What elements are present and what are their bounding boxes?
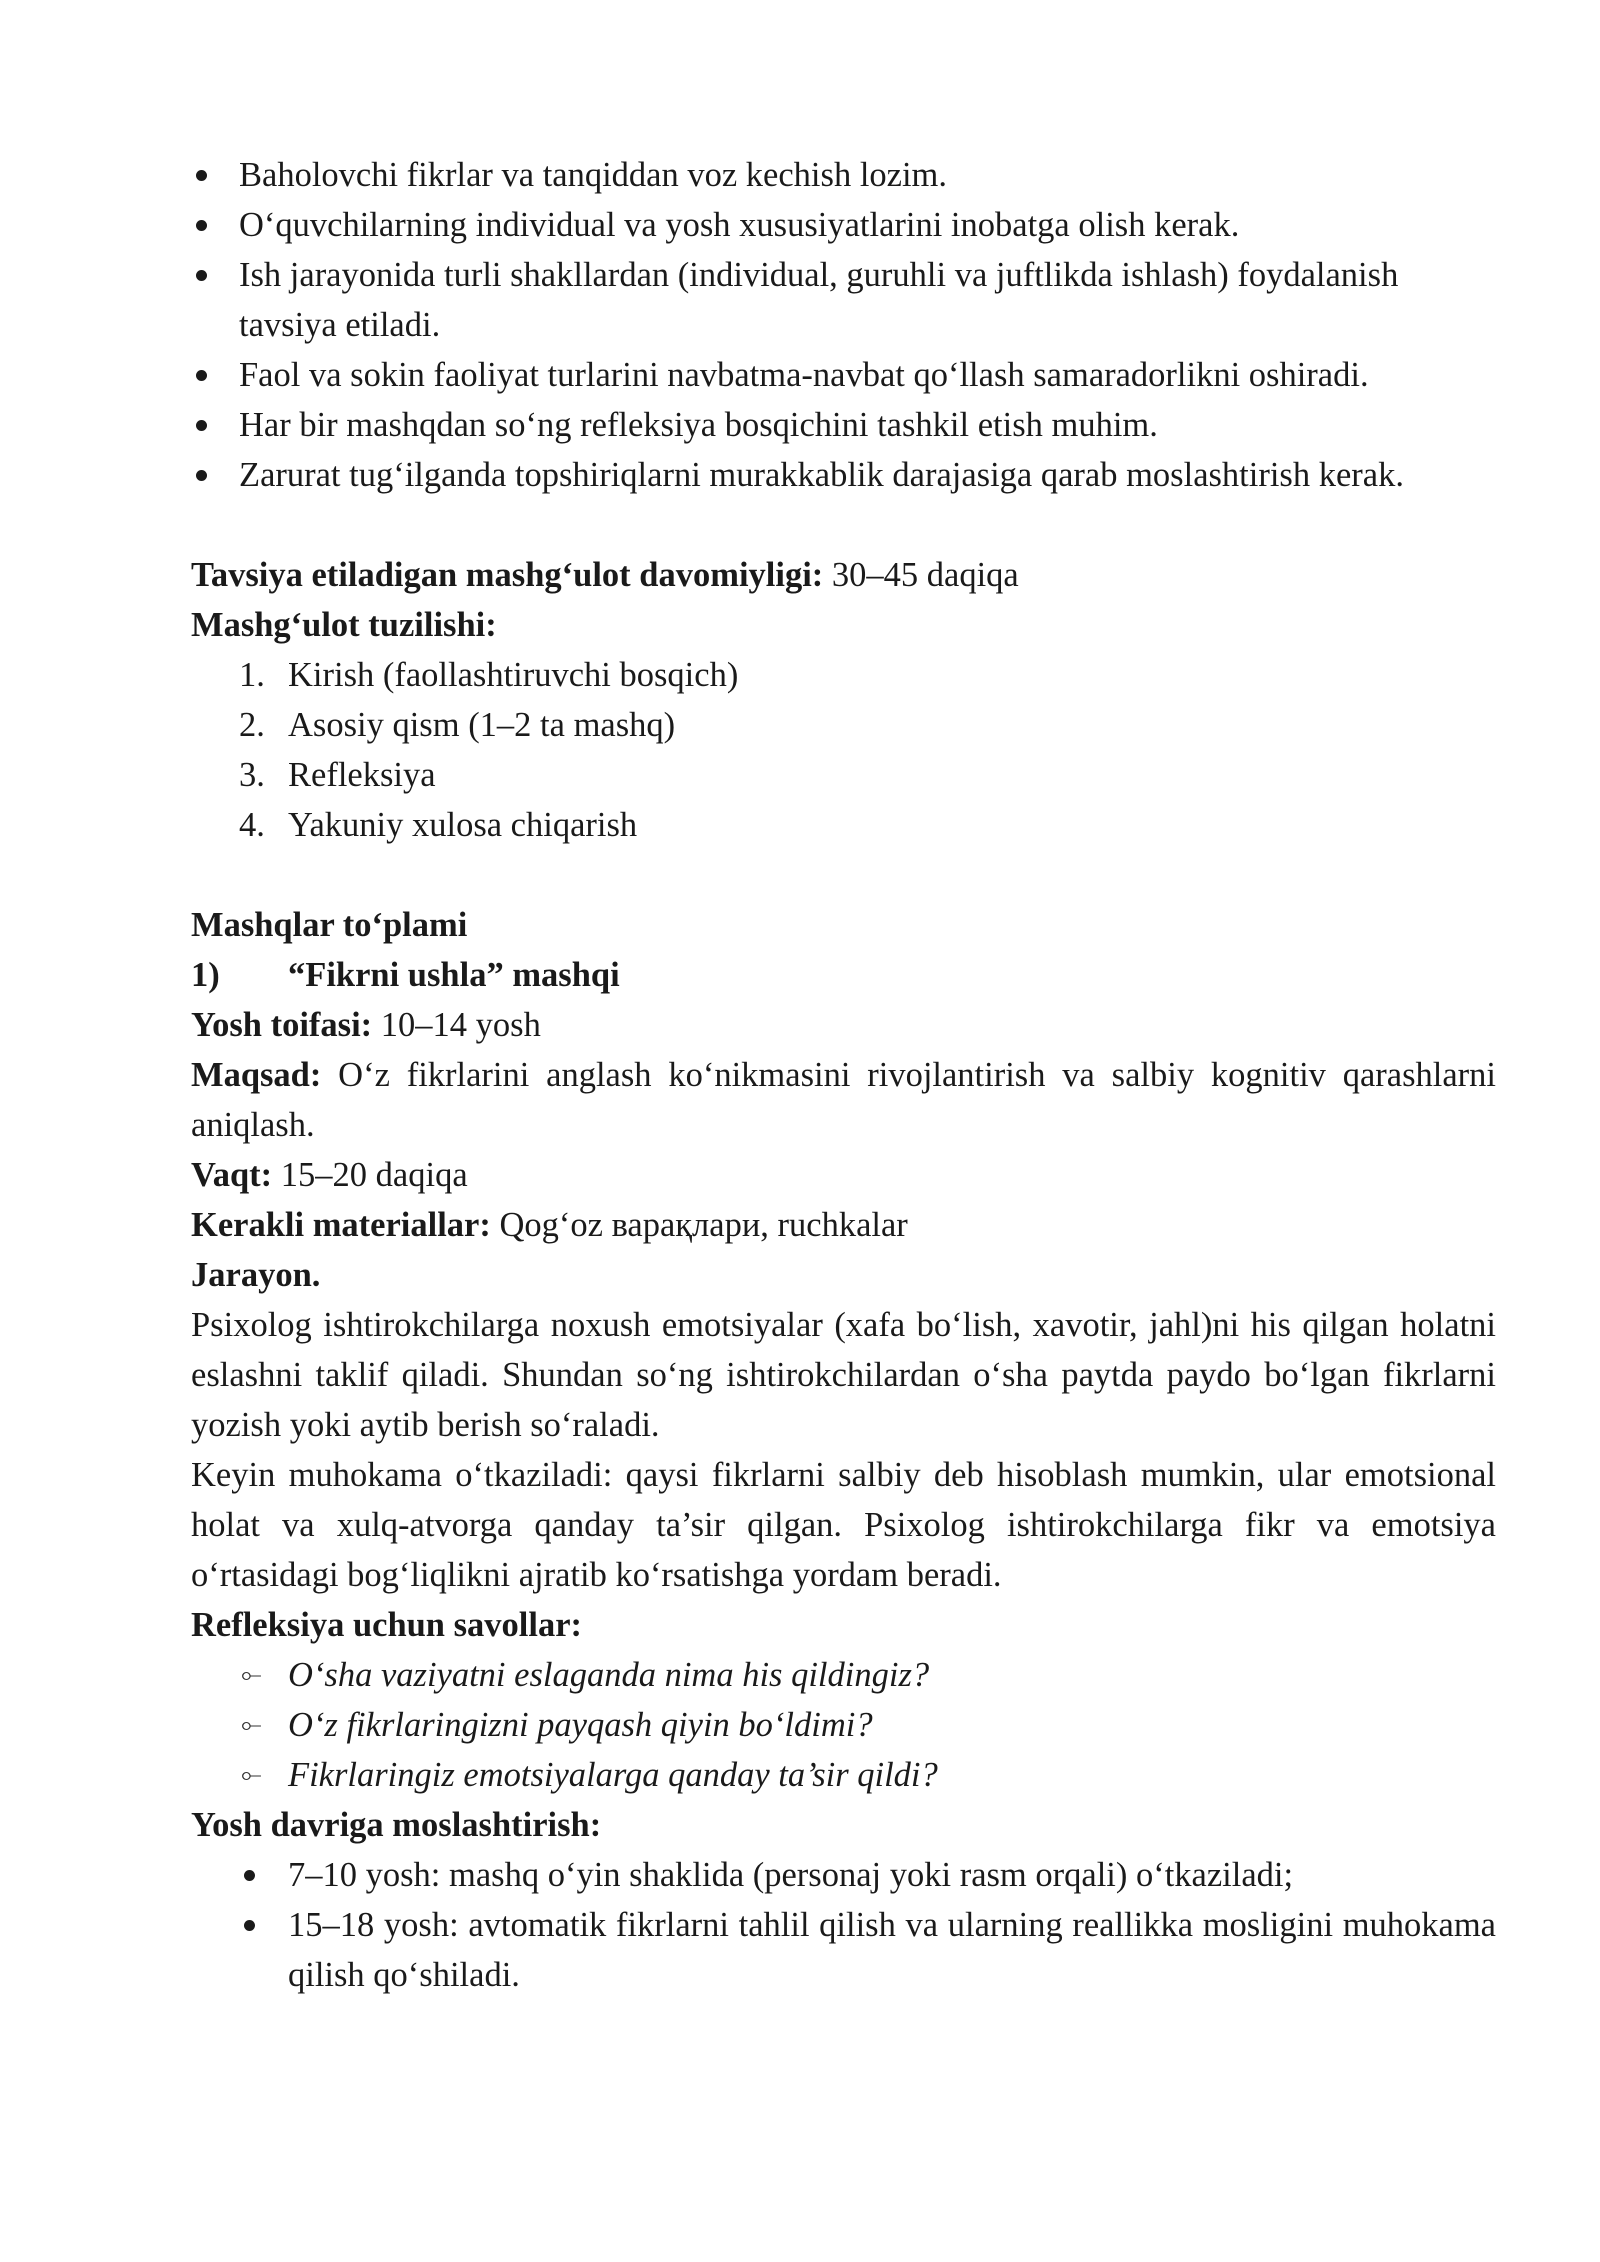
adaptation-list <box>191 1850 1496 2000</box>
materials-line: Kerakli materiallar: Qog‘oz варақлари, ruchkalar <box>191 1206 908 1244</box>
list-text: Asosiy qism (1–2 ta mashq) <box>288 706 676 744</box>
question-text: O‘sha vaziyatni eslaganda nima his qildingiz? <box>288 1656 930 1694</box>
list-item <box>191 750 1496 800</box>
spacer <box>191 500 1496 550</box>
bullet-glyph-icon: ⟜ <box>241 1760 262 1790</box>
list-number: 1. <box>239 656 265 694</box>
process-paragraph-2: Keyin muhokama o‘tkaziladi: qaysi fikrlarni salbiy deb hisoblash mumkin, ular emotsional holat va xulq-atvorga qanday ta’sir qilgan. Psixolog ishtirokchilarga fikr va emotsiya o‘rtasidagi bog‘liqlikni ajratib ko‘rsatishga yordam beradi. <box>191 1456 1496 1594</box>
spacer <box>191 850 1496 900</box>
list-number: 4. <box>239 806 265 844</box>
list-item: O‘quvchilarning individual va yosh xususiyatlarini inobatga olish kerak. <box>191 200 1496 250</box>
age-line: Yosh toifasi: 10–14 yosh <box>191 1006 541 1044</box>
list-item <box>191 1700 1496 1750</box>
question-text: Fikrlaringiz emotsiyalarga qanday ta’sir qildi? <box>288 1756 938 1794</box>
document-page <box>191 150 1496 2000</box>
list-text: Kirish (faollashtiruvchi bosqich) <box>288 656 739 694</box>
process-paragraph-1: Psixolog ishtirokchilarga noxush emotsiyalar (xafa bo‘lish, xavotir, jahl)ni his qilgan holatni eslashni taklif qiladi. Shundan so‘ng ishtirokchilardan o‘sha paytda paydo bo‘lgan fikrlarni yozish yoki aytib berish so‘raladi. <box>191 1306 1496 1444</box>
adaptation-label: Yosh davriga moslashtirish: <box>191 1806 602 1844</box>
time-line: Vaqt: 15–20 daqiqa <box>191 1156 468 1194</box>
reflection-label: Refleksiya uchun savollar: <box>191 1606 583 1644</box>
exercise-number: 1) <box>191 956 220 994</box>
bullet-glyph-icon: ⟜ <box>241 1710 262 1740</box>
goal-line: Maqsad: O‘z fikrlarini anglash ko‘nikmasini rivojlantirish va salbiy kognitiv qarashlarni aniqlash. <box>191 1056 1496 1144</box>
structure-list <box>191 650 1496 850</box>
guidelines-list <box>191 150 1496 500</box>
exercise-title: “Fikrni ushla” mashqi <box>288 956 620 994</box>
duration-value: 30–45 daqiqa <box>823 556 1019 594</box>
list-item: Har bir mashqdan so‘ng refleksiya bosqichini tashkil etish muhim. <box>191 400 1496 450</box>
reflection-list <box>191 1650 1496 1800</box>
list-text: Refleksiya <box>288 756 436 794</box>
list-item <box>191 650 1496 700</box>
duration-line <box>191 550 1496 600</box>
list-item: Ish jarayonida turli shakllardan (individual, guruhli va juftlikda ishlash) foydalanish tavsiya etiladi. <box>191 250 1496 350</box>
list-item <box>191 700 1496 750</box>
process-label: Jarayon. <box>191 1256 321 1294</box>
exercise-heading <box>191 950 1496 1000</box>
list-item: 15–18 yosh: avtomatik fikrlarni tahlil qilish va ularning reallikka mosligini muhokama qilish qo‘shiladi. <box>191 1900 1496 2000</box>
duration-label: Tavsiya etiladigan mashg‘ulot davomiyligi: <box>191 556 824 594</box>
list-item: Zarurat tug‘ilganda topshiriqlarni murakkablik darajasiga qarab moslashtirish kerak. <box>191 450 1496 500</box>
list-item <box>191 1750 1496 1800</box>
list-item: Baholovchi fikrlar va tanqiddan voz kechish lozim. <box>191 150 1496 200</box>
list-item: 7–10 yosh: mashq o‘yin shaklida (personaj yoki rasm orqali) o‘tkaziladi; <box>191 1850 1496 1900</box>
bullet-glyph-icon: ⟜ <box>241 1660 262 1690</box>
list-number: 3. <box>239 756 265 794</box>
list-item: Faol va sokin faoliyat turlarini navbatma-navbat qo‘llash samaradorlikni oshiradi. <box>191 350 1496 400</box>
list-number: 2. <box>239 706 265 744</box>
list-item <box>191 800 1496 850</box>
list-text: Yakuniy xulosa chiqarish <box>288 806 638 844</box>
list-item <box>191 1650 1496 1700</box>
collection-title: Mashqlar to‘plami <box>191 906 468 944</box>
structure-title: Mashg‘ulot tuzilishi: <box>191 606 497 644</box>
question-text: O‘z fikrlaringizni payqash qiyin bo‘ldimi? <box>288 1706 873 1744</box>
